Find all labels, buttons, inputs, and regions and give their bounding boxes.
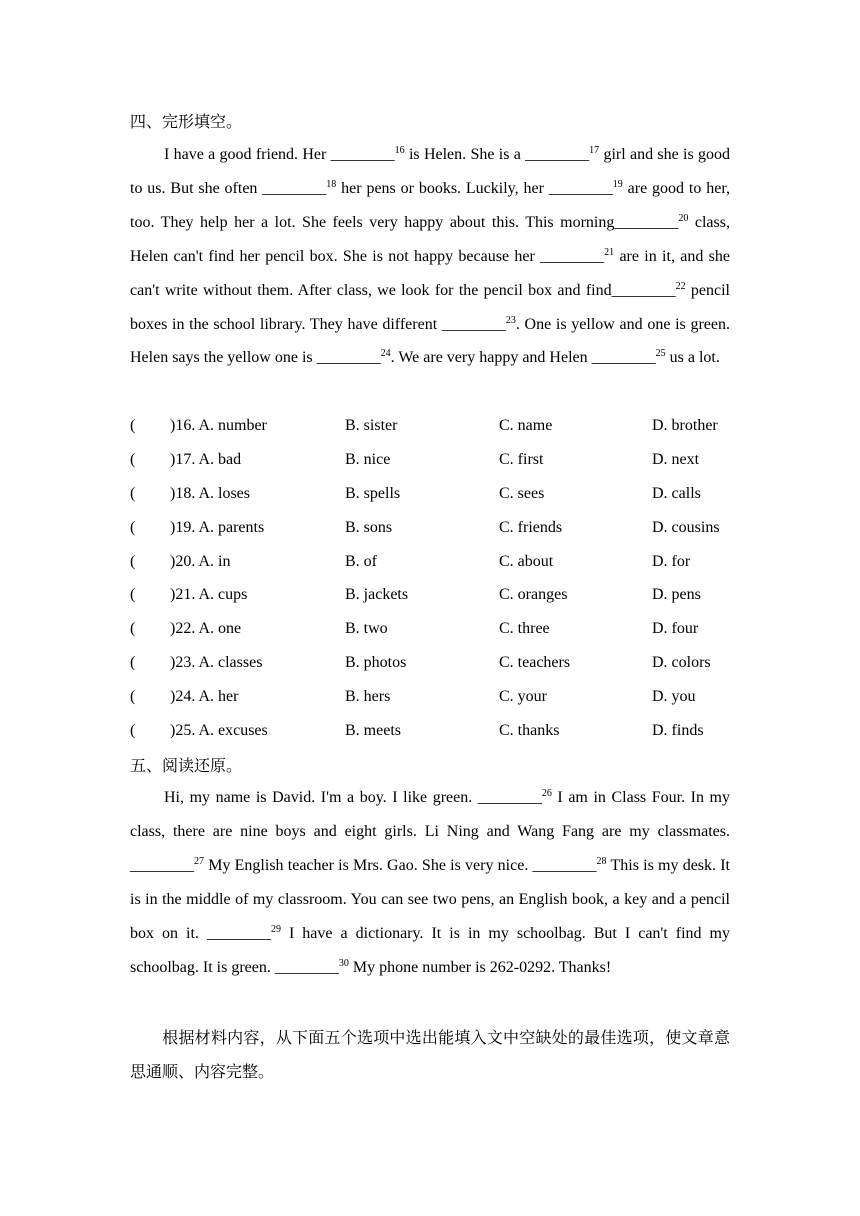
option-c: C. thanks — [499, 722, 560, 740]
answer-blank[interactable]: ________ — [330, 146, 395, 163]
option-row-23 — [130, 646, 730, 680]
blank-number: 22 — [675, 280, 686, 292]
answer-blank[interactable]: ________ — [614, 213, 679, 231]
answer-paren[interactable]: ( — [130, 654, 136, 672]
answer-blank[interactable]: ________ — [525, 146, 590, 163]
option-a: )17. A. bad — [170, 450, 242, 468]
option-a: )23. A. classes — [170, 654, 263, 672]
option-b: B. of — [345, 552, 377, 570]
blank-number: 27 — [194, 855, 204, 867]
passage-text: My phone number is 262-0292. Thanks! — [348, 958, 612, 976]
answer-blank[interactable]: ________ — [540, 247, 605, 265]
answer-paren[interactable]: ( — [130, 417, 136, 434]
answer-blank[interactable]: ________ — [591, 349, 656, 367]
blank-number: 28 — [596, 855, 607, 867]
option-b: B. nice — [345, 450, 391, 468]
blank-number: 30 — [338, 957, 349, 969]
reading-passage — [130, 781, 730, 984]
option-c: C. three — [499, 620, 550, 638]
passage-text: I have a dictionary. It is in my schoolbag. But I can't find my schoolbag. It is green. — [130, 924, 730, 976]
option-d: D. calls — [652, 484, 701, 502]
answer-paren[interactable]: ( — [130, 552, 136, 570]
passage-text: is Helen. She is a — [404, 146, 526, 163]
option-c: C. your — [499, 688, 547, 706]
option-d: D. pens — [652, 586, 701, 604]
answer-blank[interactable]: ________ — [130, 856, 194, 874]
answer-blank[interactable]: ________ — [274, 958, 339, 976]
option-row-19 — [130, 511, 730, 545]
passage-text: her pens or books. Luckily, her — [336, 179, 549, 197]
option-b: B. photos — [345, 654, 407, 672]
cloze-passage — [130, 138, 730, 375]
option-d: D. next — [652, 450, 700, 468]
answer-paren[interactable]: ( — [130, 688, 136, 706]
blank-number: 29 — [270, 923, 281, 935]
option-c: C. name — [499, 417, 553, 434]
answer-paren[interactable]: ( — [130, 620, 136, 638]
option-b: B. jackets — [345, 586, 409, 604]
option-b: B. sons — [345, 518, 393, 536]
options-list — [130, 409, 730, 748]
answer-blank[interactable]: ________ — [262, 179, 327, 197]
answer-paren[interactable]: ( — [130, 586, 136, 604]
option-c: C. friends — [499, 518, 563, 536]
option-b: B. sister — [345, 417, 398, 434]
option-d: D. brother — [652, 417, 718, 434]
blank-number: 18 — [326, 178, 337, 190]
section4-heading: 四、完形填空。 — [130, 112, 243, 131]
option-d: D. cousins — [652, 518, 720, 536]
answer-paren[interactable]: ( — [130, 722, 136, 740]
option-c: C. teachers — [499, 654, 571, 672]
option-d: D. four — [652, 620, 699, 638]
option-d: D. you — [652, 688, 696, 706]
option-a: )25. A. excuses — [170, 722, 268, 740]
blank-number: 20 — [678, 212, 689, 224]
option-c: C. about — [499, 552, 554, 570]
passage-text: pencil boxes in the school library. They have different — [130, 281, 730, 333]
answer-paren[interactable]: ( — [130, 450, 136, 468]
blank-number: 16 — [394, 145, 405, 156]
option-row-25 — [130, 714, 730, 748]
answer-blank[interactable]: ________ — [548, 179, 613, 197]
blank-number: 23 — [505, 314, 516, 326]
answer-blank[interactable]: ________ — [441, 315, 506, 333]
option-row-20 — [130, 545, 730, 579]
passage-text: My English teacher is Mrs. Gao. She is very nice. — [204, 856, 533, 874]
blank-number: 17 — [589, 145, 600, 156]
option-a: )20. A. in — [170, 552, 231, 570]
option-row-17 — [130, 443, 730, 477]
option-c: C. oranges — [499, 586, 568, 604]
blank-number: 19 — [612, 178, 623, 190]
option-a: )21. A. cups — [170, 586, 248, 604]
answer-blank[interactable]: ________ — [532, 856, 597, 874]
option-a: )24. A. her — [170, 688, 239, 706]
blank-number: 26 — [541, 788, 552, 799]
option-d: D. finds — [652, 722, 704, 740]
passage-text: . We are very happy and Helen — [390, 349, 592, 367]
passage-text: class, Helen can't find her pencil box. She is not happy because her — [130, 213, 730, 265]
answer-paren[interactable]: ( — [130, 484, 136, 502]
option-b: B. meets — [345, 722, 401, 740]
option-c: C. first — [499, 450, 544, 468]
option-a: )16. A. number — [170, 417, 267, 434]
option-row-22 — [130, 612, 730, 646]
answer-paren[interactable]: ( — [130, 518, 136, 536]
option-row-24 — [130, 680, 730, 714]
passage-text: are in it, and she can't write without them. After class, we look for the pencil box and find — [130, 247, 731, 299]
blank-number: 24 — [380, 348, 391, 360]
passage-text: us a lot. — [665, 349, 720, 367]
option-d: D. colors — [652, 654, 711, 672]
passage-text: Hi, my name is David. I'm a boy. I like green. — [164, 789, 478, 806]
instruction-body: 根据材料内容，从下面五个选项中选出能填入文中空缺处的最佳选项，使文章意思通顺、内容完整。 — [130, 1028, 730, 1081]
option-b: B. two — [345, 620, 388, 638]
option-a: )22. A. one — [170, 620, 242, 638]
option-row-21 — [130, 578, 730, 612]
blank-number: 21 — [604, 246, 615, 258]
option-a: )19. A. parents — [170, 518, 265, 536]
passage-text: girl and she is good to us. But she often — [130, 146, 730, 197]
option-a: )18. A. loses — [170, 484, 250, 502]
passage-text: . One is yellow and one is green. Helen says the yellow one is — [130, 315, 731, 367]
option-d: D. for — [652, 552, 691, 570]
answer-blank[interactable]: ________ — [611, 281, 676, 299]
blank-number: 25 — [655, 348, 666, 360]
passage-text: This is my desk. It is in the middle of my classroom. You can see two pens, an English book, a key and a pencil box on it. — [130, 856, 731, 942]
answer-blank[interactable]: ________ — [477, 789, 542, 806]
passage-text: are good to her, too. They help her a lot. She feels very happy about this. This morning — [130, 179, 731, 231]
section5-heading: 五、阅读还原。 — [130, 756, 243, 775]
option-b: B. hers — [345, 688, 391, 706]
option-c: C. sees — [499, 484, 545, 502]
passage-text: I am in Class Four. In my class, there are nine boys and eight girls. Li Ning and Wang Fang are my classmates. — [130, 789, 731, 840]
answer-blank[interactable]: ________ — [206, 924, 271, 942]
option-b: B. spells — [345, 484, 401, 502]
option-row-16 — [130, 409, 730, 443]
option-row-18 — [130, 477, 730, 511]
instruction-text — [130, 1021, 730, 1089]
passage-text: I have a good friend. Her — [164, 146, 331, 163]
answer-blank[interactable]: ________ — [316, 349, 381, 367]
